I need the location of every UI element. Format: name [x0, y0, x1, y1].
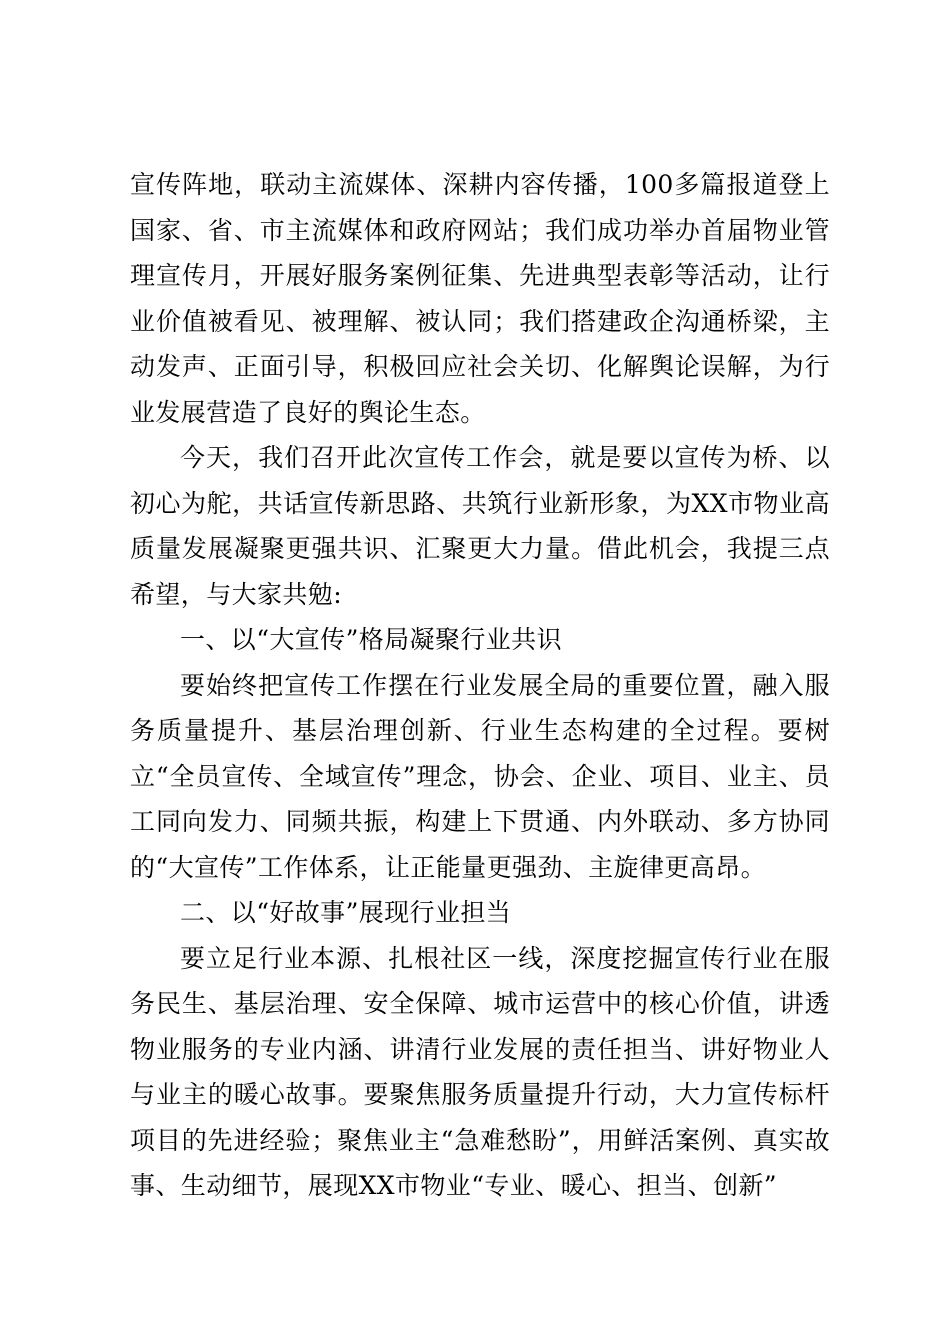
- section-heading-2: 二、以“好故事”展现行业担当: [180, 898, 512, 927]
- paragraph-meeting-purpose: 今天，我们召开此次宣传工作会，就是要以宣传为桥、以初心为舵，共话宣传新思路、共筑行业新形象，为XX市物业高质量发展凝聚更强共识、汇聚更大力量。借此机会，我提三点希望，与大家共勉:: [130, 443, 830, 609]
- section-heading-1: 一、以“大宣传”格局凝聚行业共识: [180, 625, 562, 654]
- document-body: [130, 162, 830, 1209]
- paragraph-continuation: 宣传阵地，联动主流媒体、深耕内容传播，100多篇报道登上国家、省、市主流媒体和政府网站；我们成功举办首届物业管理宣传月，开展好服务案例征集、先进典型表彰等活动，让行业价值被看见、被理解、被认同；我们搭建政企沟通桥梁，主动发声、正面引导，积极回应社会关切、化解舆论误解，为行业发展营造了良好的舆论生态。: [130, 170, 830, 427]
- paragraph-section-2: 要立足行业本源、扎根社区一线，深度挖掘宣传行业在服务民生、基层治理、安全保障、城市运营中的核心价值，讲透物业服务的专业内涵、讲清行业发展的责任担当、讲好物业人与业主的暖心故事。要聚焦服务质量提升行动，大力宣传标杆项目的先进经验；聚焦业主“急难愁盼”，用鲜活案例、真实故事、生动细节，展现XX市物业“专业、暖心、担当、创新”: [130, 943, 830, 1200]
- paragraph-section-1: 要始终把宣传工作摆在行业发展全局的重要位置，融入服务质量提升、基层治理创新、行业生态构建的全过程。要树立“全员宣传、全域宣传”理念，协会、企业、项目、业主、员工同向发力、同频共振，构建上下贯通、内外联动、多方协同的“大宣传”工作体系，让正能量更强劲、主旋律更高昂。: [130, 670, 830, 882]
